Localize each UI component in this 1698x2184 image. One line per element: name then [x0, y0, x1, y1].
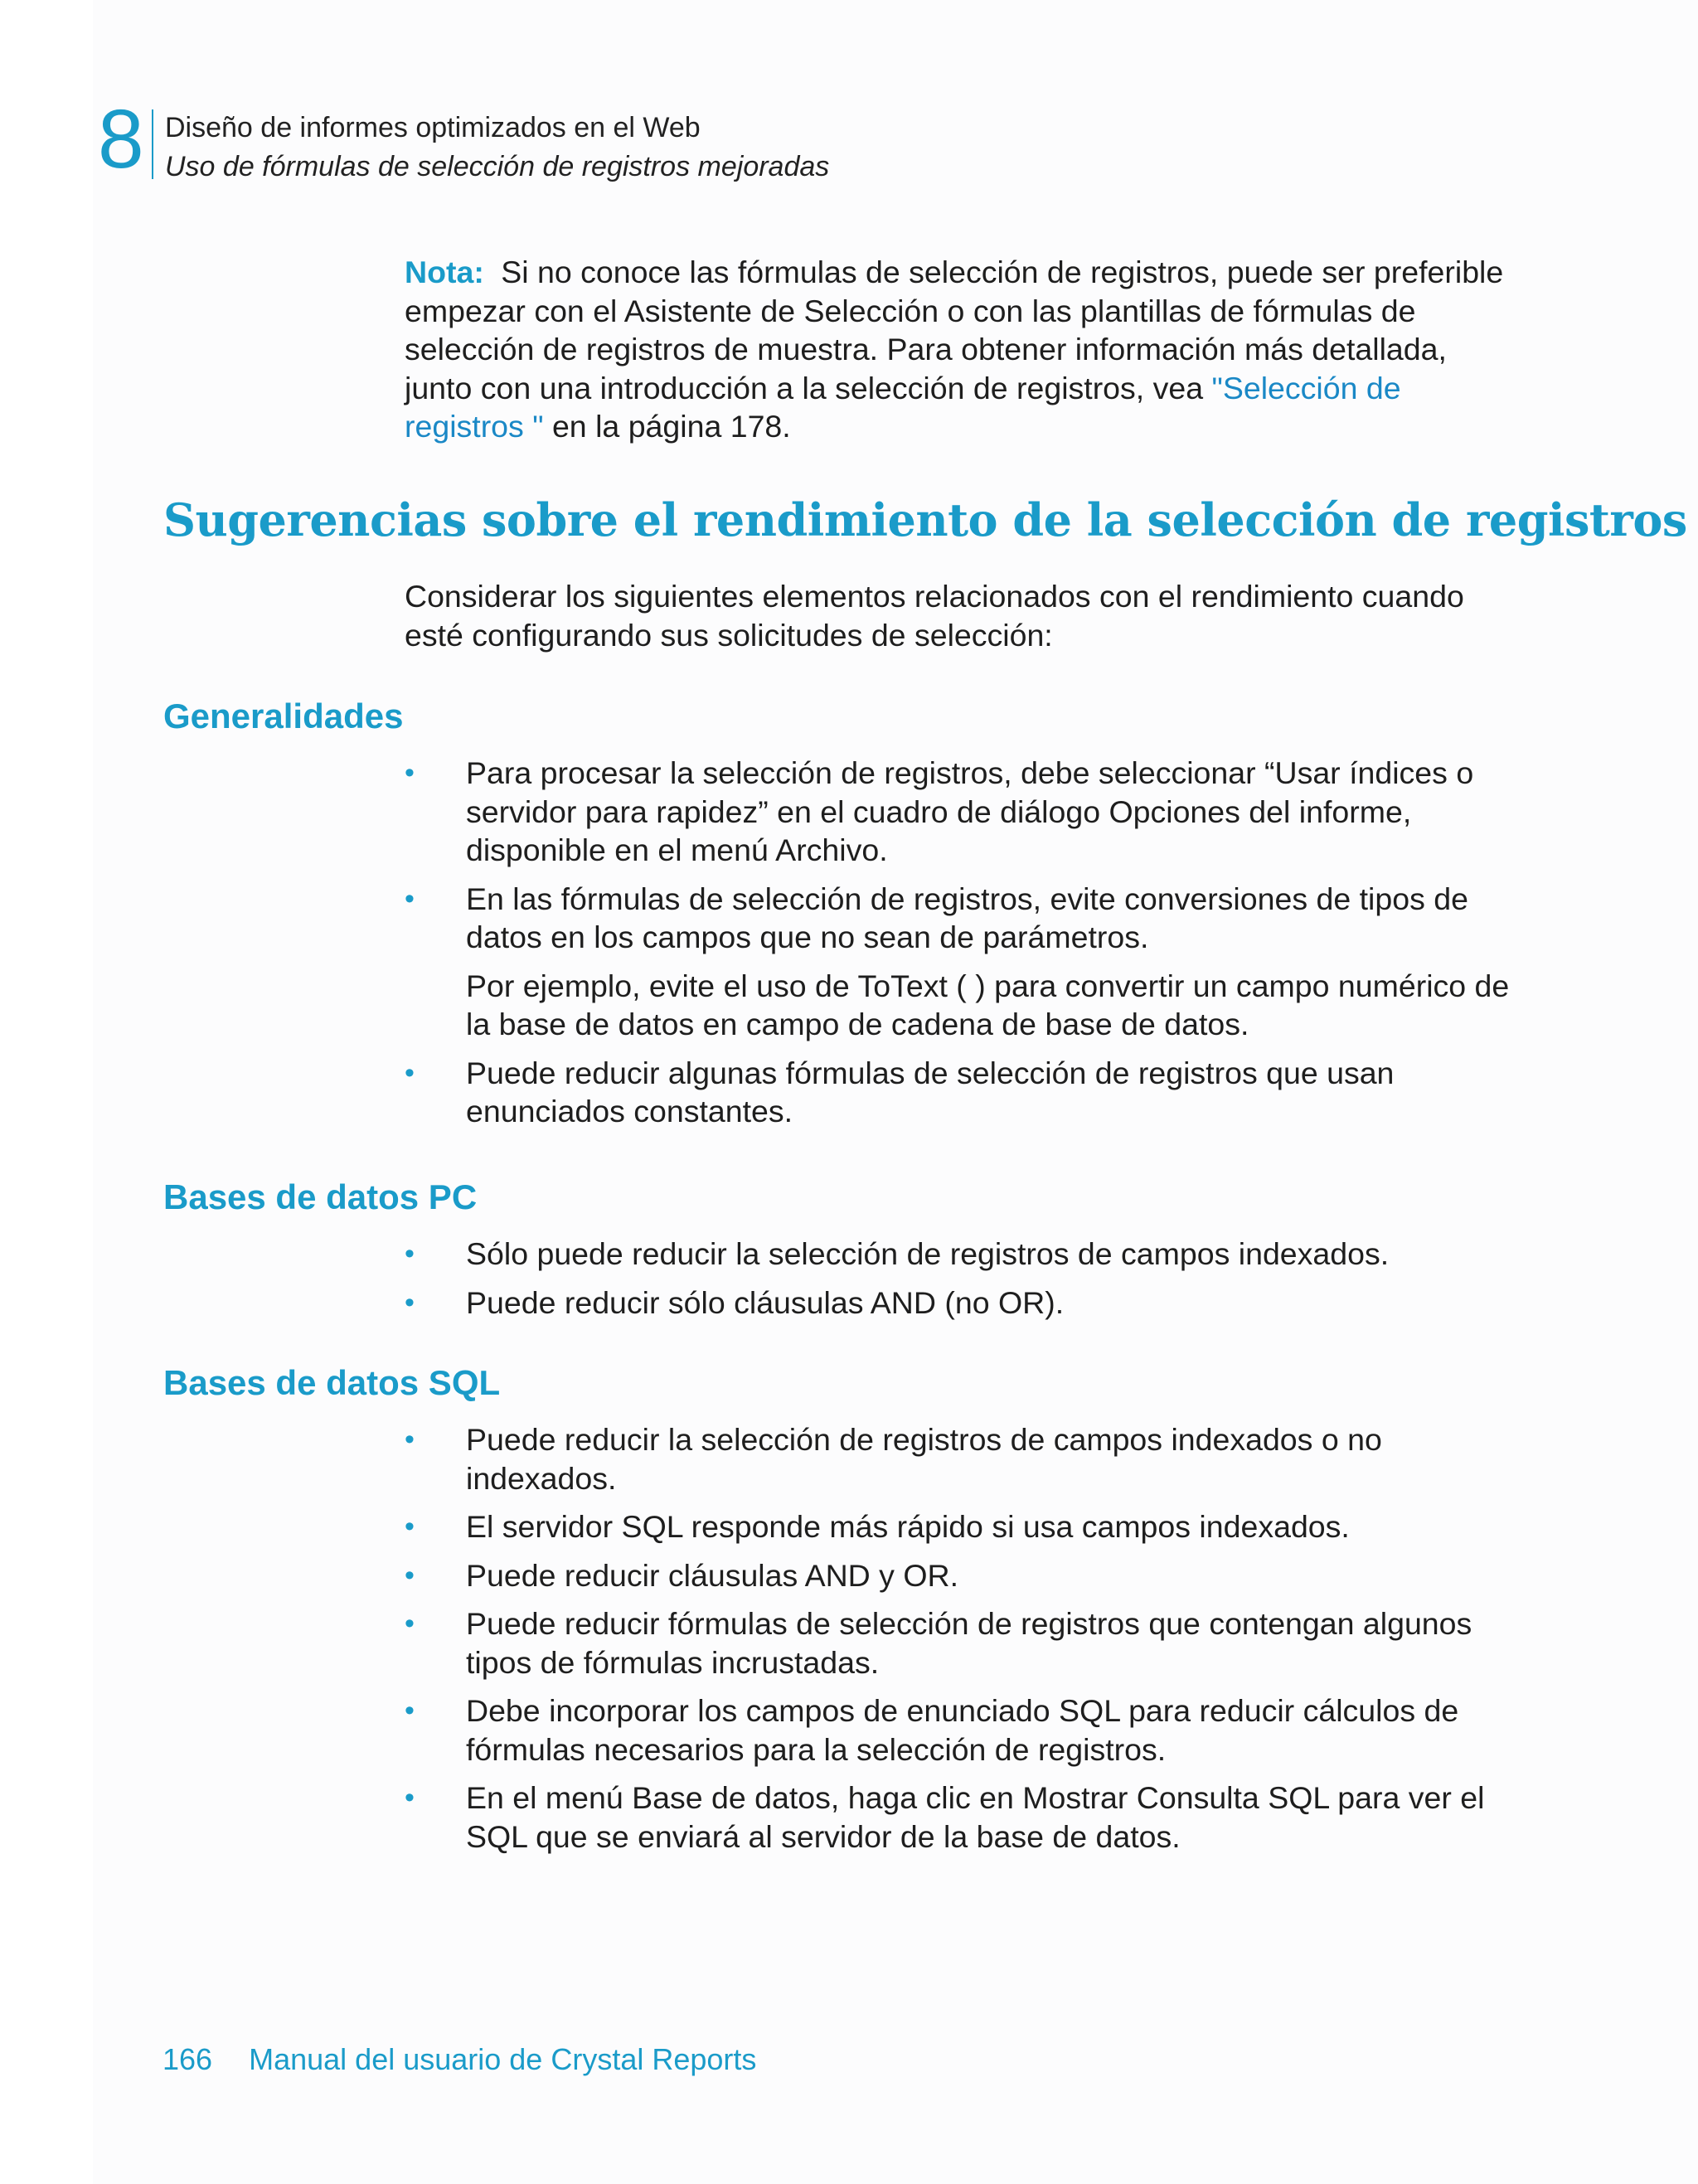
list-item [405, 1556, 1516, 1595]
bullet-icon: • [405, 882, 415, 915]
bullet-icon: • [405, 1056, 415, 1089]
bullet-icon: • [405, 1782, 415, 1813]
list-item-text: En el menú Base de datos, haga clic en Mostrar Consulta SQL para ver el SQL que se enviará al servidor de la base de datos. [466, 1780, 1485, 1854]
list-item [405, 1604, 1516, 1682]
list-item-text: El servidor SQL responde más rápido si usa campos indexados. [466, 1509, 1350, 1544]
bullet-icon: • [405, 1286, 415, 1318]
list-item-text: Puede reducir sólo cláusulas AND (no OR). [466, 1284, 1065, 1320]
bullet-icon: • [405, 1238, 415, 1269]
list-item-text: En las fórmulas de selección de registros, evite conversiones de tipos de datos en los campos que no sean de parámetros. [466, 881, 1468, 954]
chapter-divider [152, 109, 153, 179]
list-item-text: Puede reducir la selección de registros de campos indexados o no indexados. [466, 1422, 1382, 1496]
section-heading: Sugerencias sobre el rendimiento de la selección de registros [163, 493, 1687, 546]
note-page-reference: en la página 178. [551, 409, 791, 444]
bullet-icon: • [405, 1424, 415, 1455]
list-item-text: Puede reducir algunas fórmulas de selección de registros que usan enunciados constantes. [466, 1055, 1395, 1128]
subheading-bases-sql: Bases de datos SQL [163, 1363, 501, 1402]
list-item [405, 880, 1516, 1044]
note-label: Nota: [405, 255, 484, 289]
header-section-title: Uso de fórmulas de selección de registros mejoradas [165, 151, 830, 182]
list-item-text: Para procesar la selección de registros, debe seleccionar “Usar índices o servidor para rapidez” en el cuadro de diálogo Opciones del informe, disponible en el menú Archivo. [466, 755, 1474, 867]
list-item [405, 1779, 1516, 1856]
bullet-icon: • [405, 1695, 415, 1726]
list-item-text: Puede reducir fórmulas de selección de registros que contengan algunos tipos de fórmulas incrustadas. [466, 1606, 1472, 1680]
generalidades-list [405, 754, 1516, 1141]
chapter-number: 8 [98, 93, 144, 186]
bullet-icon: • [405, 1559, 415, 1591]
list-item [405, 1420, 1516, 1497]
bullet-icon: • [405, 757, 415, 789]
list-item [405, 754, 1516, 870]
note-block [405, 253, 1516, 446]
note-text: Si no conoce las fórmulas de selección de registros, puede ser preferible empezar con el Asistente de Selección o con las plantillas de fórmulas de selección de registros de muestra. Para obtener información más detallada, junto con una introducción a la selección de registros, vea [405, 255, 1504, 405]
list-item [405, 1691, 1516, 1769]
list-item-text: Sólo puede reducir la selección de registros de campos indexados. [466, 1236, 1390, 1271]
book-title: Manual del usuario de Crystal Reports [249, 2042, 757, 2076]
page-footer [163, 2041, 756, 2078]
pc-list [405, 1235, 1516, 1332]
bullet-icon: • [405, 1511, 415, 1542]
sql-list [405, 1420, 1516, 1866]
list-item [405, 1054, 1516, 1131]
list-item [405, 1235, 1516, 1274]
list-item-text: Debe incorporar los campos de enunciado SQL para reducir cálculos de fórmulas necesarios para la selección de registros. [466, 1693, 1459, 1767]
section-intro: Considerar los siguientes elementos relacionados con el rendimiento cuando esté configurando sus solicitudes de selección: [405, 579, 1464, 653]
list-item-example: Por ejemplo, evite el uso de ToText ( ) para convertir un campo numérico de la base de datos en campo de cadena de base de datos. [466, 968, 1510, 1041]
subheading-generalidades: Generalidades [163, 696, 404, 735]
header-chapter-title: Diseño de informes optimizados en el Web [165, 112, 701, 143]
bullet-icon: • [405, 1608, 415, 1639]
list-item [405, 1284, 1516, 1323]
subheading-bases-pc: Bases de datos PC [163, 1177, 478, 1216]
cross-reference-link[interactable]: "Selección de registros " [405, 370, 1401, 444]
list-item [405, 1507, 1516, 1546]
list-item-text: Puede reducir cláusulas AND y OR. [466, 1557, 959, 1593]
page-number: 166 [163, 2042, 213, 2076]
